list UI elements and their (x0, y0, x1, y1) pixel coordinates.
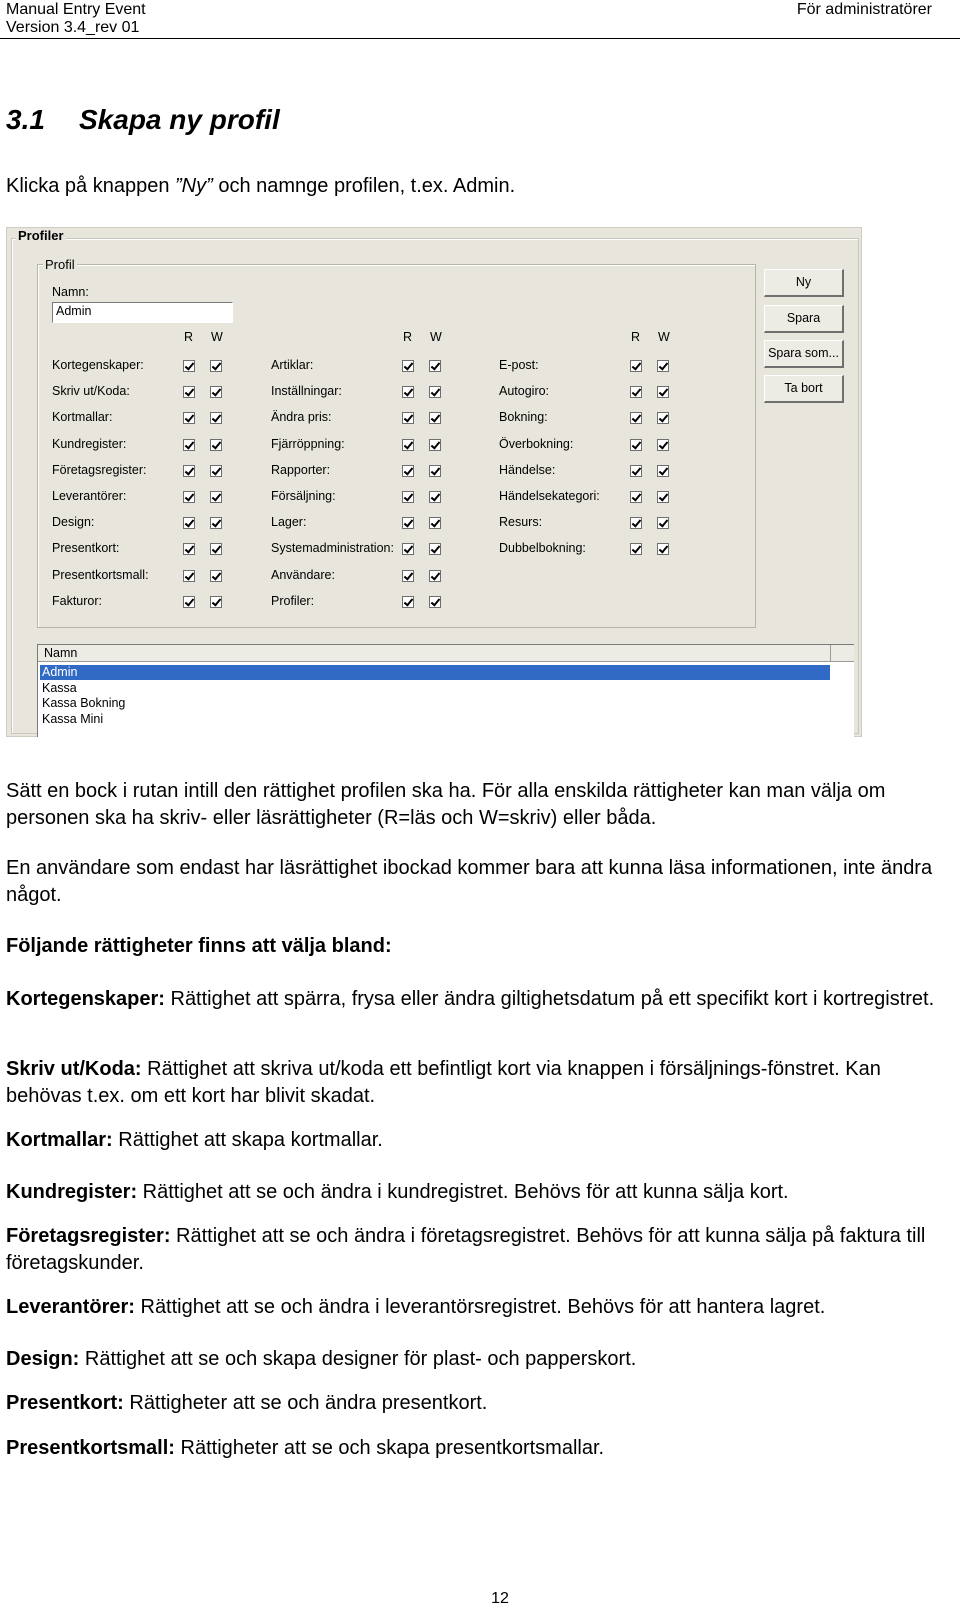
intro-text-end: och namnge profilen, t.ex. Admin. (212, 175, 516, 197)
read-checkbox[interactable] (183, 517, 195, 529)
write-checkbox[interactable] (210, 465, 222, 477)
document-audience: För administratörer (796, 1, 932, 18)
profile-list[interactable] (37, 644, 854, 737)
definition-item (6, 1294, 951, 1321)
list-item[interactable]: Kassa (42, 681, 77, 695)
permission-label: Design: (52, 515, 95, 530)
paragraph-available-rights: Följande rättigheter finns att välja bland: (6, 935, 392, 957)
definition-text: Rättigheter att se och skapa presentkortsmallar. (174, 1437, 605, 1459)
write-checkbox[interactable] (429, 491, 441, 503)
write-checkbox[interactable] (210, 543, 222, 555)
definition-item (6, 1435, 951, 1462)
list-column-divider (38, 645, 831, 662)
definition-item (6, 1127, 951, 1154)
definition-item (6, 1346, 951, 1373)
save-button[interactable]: Spara (764, 305, 844, 333)
write-checkbox[interactable] (210, 517, 222, 529)
read-checkbox[interactable] (402, 517, 414, 529)
write-checkbox[interactable] (210, 412, 222, 424)
read-checkbox[interactable] (402, 439, 414, 451)
permission-label: Presentkort: (52, 541, 120, 556)
write-checkbox[interactable] (210, 386, 222, 398)
read-checkbox[interactable] (183, 439, 195, 451)
read-checkbox[interactable] (402, 570, 414, 582)
definition-text: Rättighet att spärra, frysa eller ändra giltighetsdatum på ett specifikt kort i kortregistret. (164, 988, 935, 1010)
read-checkbox[interactable] (402, 596, 414, 608)
save-as-button[interactable]: Spara som... (764, 340, 844, 368)
permission-label: Artiklar: (271, 358, 314, 372)
name-label: Namn: (52, 285, 89, 299)
read-checkbox[interactable] (183, 412, 195, 424)
write-checkbox[interactable] (657, 543, 669, 555)
permission-label: Rapporter: (271, 462, 331, 477)
permission-label: Dubbelbokning: (499, 541, 586, 556)
intro-button-name: ”Ny” (175, 175, 213, 197)
permission-label: Presentkortsmall: (52, 567, 149, 582)
write-checkbox[interactable] (429, 596, 441, 608)
write-checkbox[interactable] (429, 412, 441, 424)
write-checkbox[interactable] (429, 386, 441, 398)
definition-term: Kortmallar: (6, 1129, 113, 1151)
read-checkbox[interactable] (402, 360, 414, 372)
read-column-header: R (631, 330, 641, 344)
permission-label: Överbokning: (499, 436, 574, 451)
definition-term: Presentkort: (6, 1392, 124, 1414)
new-button[interactable]: Ny (764, 269, 844, 297)
read-checkbox[interactable] (630, 465, 642, 477)
paragraph-read-only: En användare som endast har läsrättighet ibockad kommer bara att kunna läsa informationen, inte ändra något. (6, 857, 933, 906)
definition-text: Rättighet att skapa kortmallar. (112, 1129, 383, 1151)
read-checkbox[interactable] (402, 386, 414, 398)
definition-text: Rättighet att se och ändra i företagsregistret. Behövs för att kunna sälja på faktura till företagskunder. (6, 1225, 926, 1274)
page-number: 12 (491, 1590, 509, 1607)
write-column-header: W (211, 330, 223, 344)
read-checkbox[interactable] (183, 465, 195, 477)
permission-label: Resurs: (499, 515, 543, 530)
write-column-header: W (658, 330, 670, 344)
write-checkbox[interactable] (429, 465, 441, 477)
read-column-header: R (184, 330, 194, 344)
read-checkbox[interactable] (402, 543, 414, 555)
read-column-header: R (403, 330, 413, 344)
write-checkbox[interactable] (657, 412, 669, 424)
write-checkbox[interactable] (657, 517, 669, 529)
paragraph-rights: Sätt en bock i rutan intill den rättighet profilen ska ha. För alla enskilda rättigheter kan man välja om personen ska ha skriv- eller läsrättigheter (R=läs och W=skriv) eller båda. (6, 780, 886, 829)
definition-item (6, 1056, 951, 1110)
write-checkbox[interactable] (429, 570, 441, 582)
read-checkbox[interactable] (630, 439, 642, 451)
delete-button[interactable]: Ta bort (764, 375, 844, 403)
intro-text: Klicka på knappen (6, 175, 176, 197)
read-checkbox[interactable] (402, 491, 414, 503)
read-checkbox[interactable] (402, 412, 414, 424)
read-checkbox[interactable] (630, 543, 642, 555)
list-item[interactable]: Kassa Bokning (42, 696, 126, 710)
definition-text: Rättigheter att se och ändra presentkort. (123, 1392, 488, 1414)
permission-label: Systemadministration: (271, 541, 394, 556)
permission-label: Kortegenskaper: (52, 358, 144, 372)
write-checkbox[interactable] (429, 543, 441, 555)
read-checkbox[interactable] (630, 491, 642, 503)
profiles-group-title: Profiler (18, 228, 64, 243)
document-title: Manual Entry Event (6, 1, 146, 18)
read-checkbox[interactable] (183, 596, 195, 608)
write-checkbox[interactable] (429, 439, 441, 451)
profile-group-title: Profil (45, 257, 75, 272)
write-column-header: W (430, 330, 442, 344)
permission-label: Profiler: (271, 593, 315, 608)
list-header-label: Namn (44, 646, 78, 660)
permission-label: Skriv ut/Koda: (52, 384, 130, 399)
permission-label: Fjärröppning: (271, 436, 345, 451)
section-number: 3.1 (6, 104, 45, 135)
permission-label: Bokning: (499, 410, 548, 425)
definition-term: Skriv ut/Koda: (6, 1058, 142, 1080)
list-item[interactable]: Kassa Mini (42, 712, 104, 726)
permission-label: Fakturor: (52, 593, 103, 608)
permission-label: Ändra pris: (271, 410, 332, 425)
list-column-header[interactable] (38, 645, 854, 662)
permission-label: Lager: (271, 515, 307, 530)
permission-label: Leverantörer: (52, 489, 127, 503)
permission-label: Företagsregister: (52, 462, 147, 477)
read-checkbox[interactable] (183, 491, 195, 503)
write-checkbox[interactable] (657, 491, 669, 503)
list-item[interactable]: Admin (40, 665, 830, 680)
permission-label: Händelsekategori: (499, 489, 600, 503)
permission-label: E-post: (499, 358, 539, 372)
read-checkbox[interactable] (630, 360, 642, 372)
write-checkbox[interactable] (429, 517, 441, 529)
write-checkbox[interactable] (210, 360, 222, 372)
read-checkbox[interactable] (630, 412, 642, 424)
read-checkbox[interactable] (183, 386, 195, 398)
definition-text: Rättighet att se och ändra i kundregistret. Behövs för att kunna sälja kort. (137, 1181, 789, 1203)
permission-label: Försäljning: (271, 489, 336, 503)
section-heading (6, 104, 280, 136)
document-version: Version 3.4_rev 01 (6, 19, 140, 36)
read-checkbox[interactable] (183, 360, 195, 372)
definition-text: Rättighet att se och ändra i leverantörsregistret. Behövs för att hantera lagret. (134, 1296, 826, 1318)
definition-term: Leverantörer: (6, 1296, 135, 1318)
read-checkbox[interactable] (630, 517, 642, 529)
definition-item (6, 986, 951, 1013)
name-field[interactable]: Admin (52, 302, 233, 323)
read-checkbox[interactable] (183, 570, 195, 582)
definition-item (6, 1390, 951, 1417)
permission-label: Autogiro: (499, 384, 550, 399)
permission-label: Inställningar: (271, 384, 342, 399)
definition-item (6, 1223, 951, 1277)
definition-term: Design: (6, 1348, 80, 1370)
permission-label: Användare: (271, 567, 335, 582)
write-checkbox[interactable] (210, 596, 222, 608)
permission-label: Händelse: (499, 462, 556, 477)
definition-text: Rättighet att skriva ut/koda ett befintligt kort via knappen i försäljnings-fönstret. Kan behövas t.ex. om ett kort har blivit skadat. (6, 1058, 881, 1107)
write-checkbox[interactable] (657, 386, 669, 398)
header-rule (0, 38, 960, 39)
intro-paragraph (6, 173, 951, 200)
permission-label: Kortmallar: (52, 410, 113, 425)
read-checkbox[interactable] (630, 386, 642, 398)
profile-dialog (6, 227, 862, 737)
definition-term: Kortegenskaper: (6, 988, 165, 1010)
definition-term: Företagsregister: (6, 1225, 171, 1247)
definition-text: Rättighet att se och skapa designer för plast- och papperskort. (79, 1348, 637, 1370)
write-checkbox[interactable] (657, 465, 669, 477)
write-checkbox[interactable] (210, 491, 222, 503)
write-checkbox[interactable] (657, 439, 669, 451)
read-checkbox[interactable] (183, 543, 195, 555)
write-checkbox[interactable] (429, 360, 441, 372)
definition-term: Presentkortsmall: (6, 1437, 175, 1459)
read-checkbox[interactable] (402, 465, 414, 477)
write-checkbox[interactable] (657, 360, 669, 372)
permission-label: Kundregister: (52, 436, 127, 451)
write-checkbox[interactable] (210, 570, 222, 582)
definition-term: Kundregister: (6, 1181, 138, 1203)
write-checkbox[interactable] (210, 439, 222, 451)
definition-item (6, 1179, 951, 1206)
section-title: Skapa ny profil (79, 104, 280, 135)
